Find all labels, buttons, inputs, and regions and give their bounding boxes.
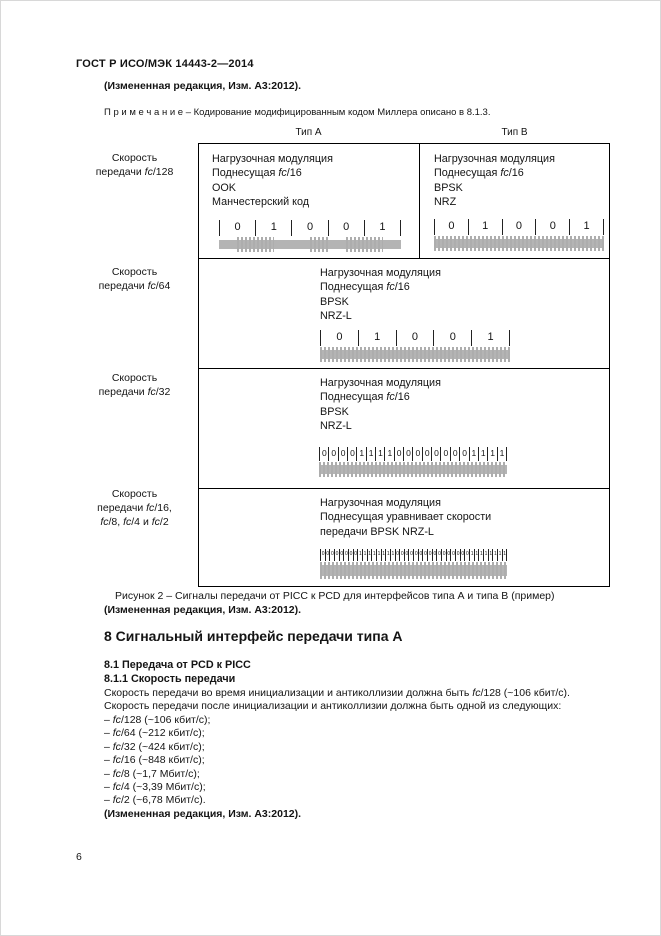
row-label-line: передачи fc/64 [98,280,171,292]
cell-type-b-fc128 [420,144,609,258]
cell-type-a-fc128 [199,144,420,258]
row-label-line: передачи fc/128 [95,166,174,178]
waveform-type-b-fc128 [434,219,604,251]
waveform-bit-labels: 0 1 0 0 1 [434,219,604,235]
waveform-bit-labels: 0 1 0 0 1 [219,220,401,236]
row-label-line: передачи fc/32 [98,386,171,398]
figure-row-fc64 [199,258,609,368]
waveform-fc32 [319,447,507,477]
cell-text [320,266,609,323]
figure-col-header-type-a: Тип А [295,127,322,138]
waveform-signal-band [320,562,507,579]
row-label-line: передачи fc/16, [97,502,172,514]
waveform-bit-labels: 0 1 0 0 1 [320,330,510,346]
row-label-line: fc/8, fc/4 и fc/2 [100,516,169,528]
list-item: – fc/128 (~106 кбит/с); [104,714,211,726]
list-item: – fc/4 (~3,39 Мбит/с); [104,781,206,794]
figure-2-caption: Рисунок 2 – Сигналы передачи от PICC к PCD для интерфейсов типа А и типа В (пример) [115,590,555,602]
waveform-signal-band [219,237,401,252]
cell-text [320,496,609,539]
cell-line: NRZ-L [320,419,352,432]
cell-line: BPSK [434,181,463,194]
note-miller-coding: П р и м е ч а н и е – Кодирование модифицированным кодом Миллера описано в 8.1.3. [104,107,491,118]
cell-text [434,152,609,209]
figure-row-fc32 [199,368,609,488]
amended-note-1: (Измененная редакция, Изм. А3:2012). [104,80,302,92]
row-label-line: Скорость [111,372,158,384]
section-8-1-heading: 8.1 Передача от PCD к PICC [104,659,251,671]
waveform-signal-band [319,462,507,477]
figure-row-fc128 [199,144,609,258]
cell-line: Нагрузочная модуляция [434,153,555,165]
waveform-bit-labels: 0 0 0 0 0 0 0 0 1 1 1 1 1 1 1 1 0 0 0 0 0 0 0 0 0 0 0 0 0 0 0 0 1 1 1 1 1 1 1 1 [320,549,507,561]
row-label-fc64 [76,265,193,293]
row-label-fc128 [76,151,193,179]
list-item: – fc/2 (~6,78 Мбит/с). [104,794,206,807]
waveform-signal-band [320,347,510,362]
list-item: – fc/64 (~212 кбит/с); [104,727,205,740]
cell-line: Поднесущая fc/16 [320,391,410,404]
cell-line: Поднесущая уравнивает скорости [320,511,492,524]
speed-list [104,714,210,808]
section-8-heading: 8 Сигнальный интерфейс передачи типа А [104,628,403,644]
figure-2-table [198,143,610,587]
waveform-signal-band [434,236,604,251]
amended-note-3: (Измененная редакция, Изм. А3:2012). [104,808,302,820]
cell-line: Манчестерский код [212,195,310,208]
list-item: – fc/16 (~848 кбит/с); [104,754,205,767]
cell-line: OOK [212,181,236,194]
cell-line: BPSK [320,405,349,418]
figure-row-fc16-8-4-2 [199,488,609,586]
list-item: – fc/8 (~1,7 Мбит/с); [104,767,200,780]
row-label-line: Скорость [111,266,158,278]
amended-note-2: (Измененная редакция, Изм. А3:2012). [104,604,302,616]
cell-line: NRZ [434,195,457,208]
paragraph-after-init: Скорость передачи после инициализации и антиколлизии должна быть одной из следующих: [104,700,562,712]
waveform-type-a-fc128 [219,220,401,252]
list-item: – fc/32 (~424 кбит/с); [104,740,205,753]
cell-line: Нагрузочная модуляция [320,497,441,509]
section-8-1-1-heading: 8.1.1 Скорость передачи [104,673,236,685]
row-label-fc16-8-4-2 [76,487,193,529]
waveform-fc16-8-4-2 [320,549,507,579]
cell-line: Поднесущая fc/16 [320,281,410,294]
paragraph-init-speed: Скорость передачи во время инициализации и антиколлизии должна быть fc/128 (~106 кбит/с). [104,687,570,699]
cell-text [320,376,609,433]
cell-line: Нагрузочная модуляция [212,153,333,165]
cell-line: Нагрузочная модуляция [320,267,441,279]
cell-line: Нагрузочная модуляция [320,377,441,389]
cell-line: BPSK [320,295,349,308]
cell-line: NRZ-L [320,309,352,322]
cell-merged-fc64 [199,259,609,368]
cell-line: Поднесущая fc/16 [212,167,302,180]
cell-text [212,152,419,209]
cell-line: передачи BPSK NRZ-L [320,525,434,538]
page-number: 6 [76,851,82,863]
waveform-fc64 [320,330,510,362]
doc-header-title: ГОСТ Р ИСО/МЭК 14443-2—2014 [76,58,254,70]
row-label-line: Скорость [111,488,158,500]
row-label-line: Скорость [111,152,158,164]
cell-merged-fc16 [199,489,609,586]
waveform-bit-labels: 0 0 0 0 1 1 1 1 0 0 0 0 0 0 0 0 1 1 1 1 [319,447,507,461]
cell-line: Поднесущая fc/16 [434,167,524,180]
figure-col-header-type-b: Тип В [501,127,528,138]
row-label-fc32 [76,371,193,399]
cell-merged-fc32 [199,369,609,488]
